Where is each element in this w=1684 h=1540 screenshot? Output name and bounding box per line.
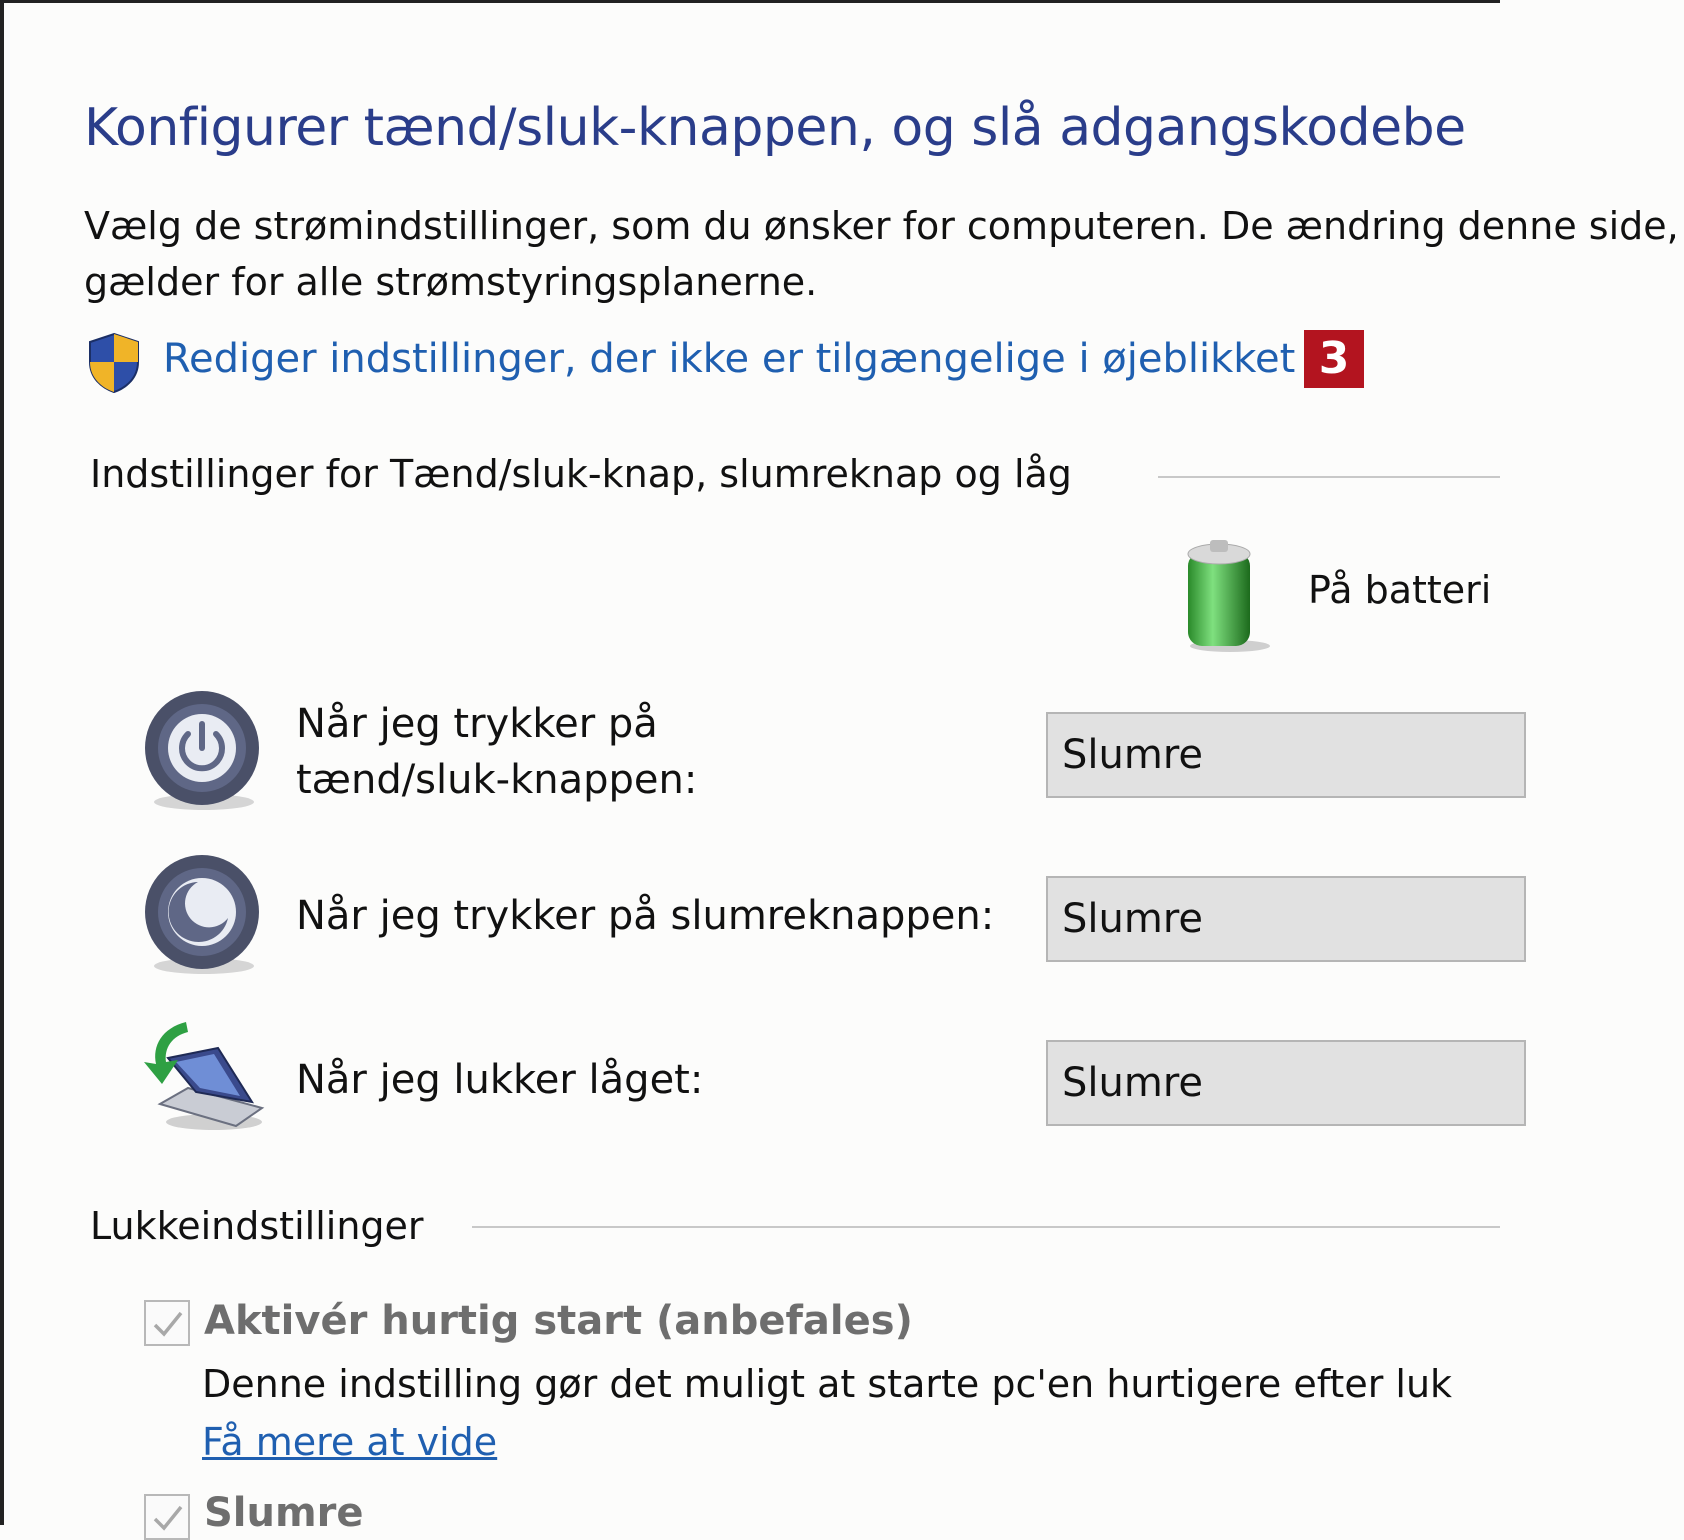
power-icon (142, 688, 264, 812)
section-divider (472, 1226, 1500, 1228)
sleep-checkbox[interactable] (144, 1494, 190, 1540)
power-button-select[interactable]: Slumre (1046, 712, 1526, 798)
step-badge: 3 (1304, 330, 1364, 388)
sleep-button-label: Når jeg trykker på slumreknappen: (296, 893, 995, 939)
checkmark-icon (150, 1306, 186, 1342)
lid-close-label: Når jeg lukker låget: (296, 1057, 704, 1103)
page-description: Vælg de strømindstillinger, som du ønsker for computeren. De ændring denne side, gælder for alle strømstyringsplanerne. (84, 204, 1679, 304)
fast-startup-checkbox[interactable] (144, 1300, 190, 1346)
checkmark-icon (150, 1500, 186, 1536)
section-divider (1158, 476, 1500, 478)
shutdown-section-title: Lukkeindstillinger (90, 1204, 424, 1248)
laptop-lid-icon (140, 1018, 266, 1136)
edit-unavailable-settings-link[interactable]: Rediger indstillinger, der ikke er tilgængelige i øjeblikket (163, 336, 1296, 382)
page-title: Konfigurer tænd/sluk-knappen, og slå adgangskodebe (84, 98, 1466, 158)
learn-more-link[interactable]: Få mere at vide (202, 1420, 498, 1464)
power-button-label: Når jeg trykker på tænd/sluk-knappen: (296, 701, 698, 803)
fast-startup-description: Denne indstilling gør det muligt at starte pc'en hurtigere efter luk (202, 1362, 1453, 1406)
fast-startup-label: Aktivér hurtig start (anbefales) (204, 1298, 913, 1344)
battery-icon (1182, 538, 1272, 656)
sleep-icon (142, 852, 264, 976)
on-battery-column-header: På batteri (1308, 568, 1492, 612)
sleep-button-select[interactable]: Slumre (1046, 876, 1526, 962)
power-buttons-section-title: Indstillinger for Tænd/sluk-knap, slumreknap og låg (90, 452, 1072, 496)
sleep-option-label: Slumre (204, 1490, 364, 1536)
lid-close-select[interactable]: Slumre (1046, 1040, 1526, 1126)
uac-shield-icon (86, 332, 142, 394)
